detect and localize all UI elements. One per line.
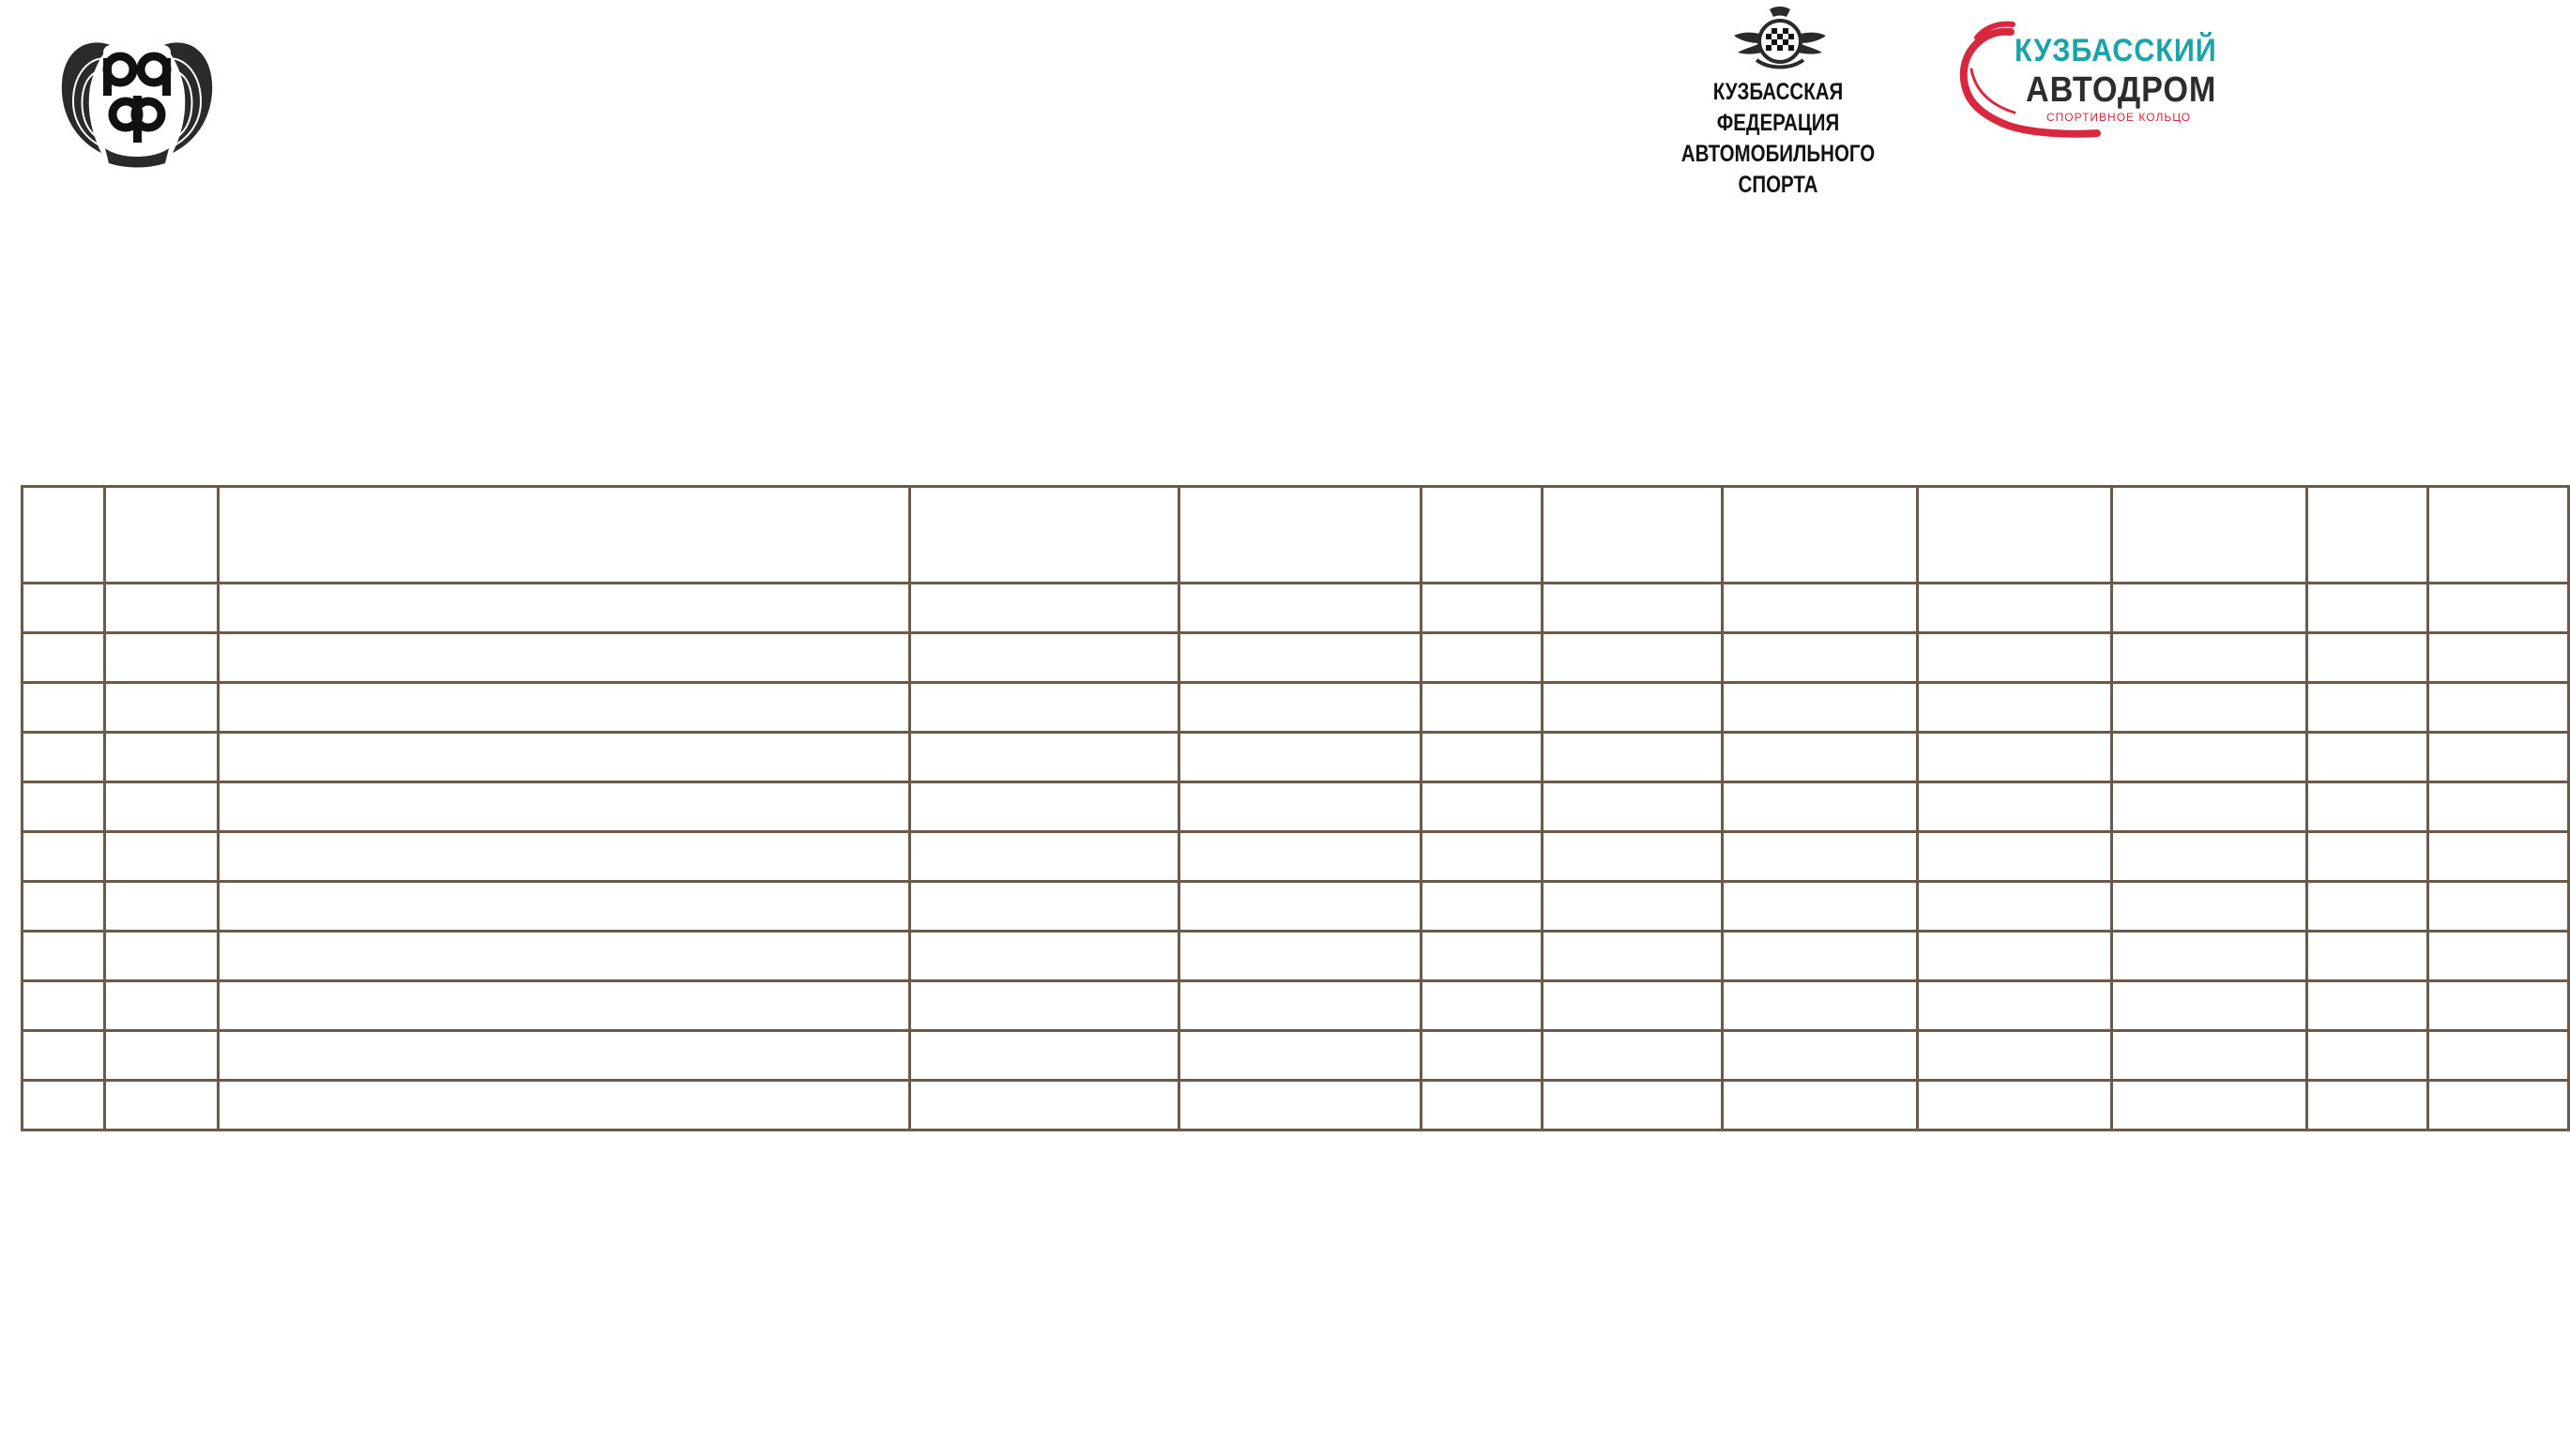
table-cell [218, 832, 909, 882]
table-cell [23, 1031, 105, 1081]
table-cell [1543, 1031, 1723, 1081]
table-cell [1543, 633, 1723, 683]
raf-emblem-icon [54, 17, 220, 169]
table-row [23, 882, 2569, 932]
table-cell [2307, 782, 2428, 832]
table-row [23, 832, 2569, 882]
table-cell [104, 832, 218, 882]
header-cell [2428, 487, 2569, 584]
table-cell [1422, 584, 1543, 633]
table-cell [104, 633, 218, 683]
table-cell [2428, 1081, 2569, 1130]
table-cell [218, 882, 909, 932]
header-cell [218, 487, 909, 584]
table-cell [2428, 633, 2569, 683]
kuzbass-autodrom-logo [1956, 21, 2217, 141]
table-cell [1722, 832, 1917, 882]
kfas-name [1674, 77, 1881, 201]
table-cell [2428, 981, 2569, 1031]
table-cell [104, 782, 218, 832]
table-cell [1179, 633, 1422, 683]
table-cell [218, 1081, 909, 1130]
header-cell [2112, 487, 2307, 584]
table-cell [909, 1031, 1179, 1081]
table-cell [1422, 882, 1543, 932]
table-cell [104, 733, 218, 782]
table-cell [909, 981, 1179, 1031]
table-cell [23, 932, 105, 981]
table-cell [2307, 1031, 2428, 1081]
table-cell [2112, 882, 2307, 932]
table-cell [1917, 733, 2112, 782]
table-cell [2307, 683, 2428, 733]
table-cell [2307, 633, 2428, 683]
table-cell [1422, 782, 1543, 832]
table-cell [104, 584, 218, 633]
table-cell [23, 981, 105, 1031]
table-cell [2112, 1081, 2307, 1130]
table-cell [909, 683, 1179, 733]
table-cell [2112, 633, 2307, 683]
table-cell [2112, 733, 2307, 782]
table-cell [1722, 782, 1917, 832]
table-cell [104, 683, 218, 733]
table-cell [1179, 733, 1422, 782]
table-cell [1917, 981, 2112, 1031]
table-cell [1179, 882, 1422, 932]
table-cell [2307, 584, 2428, 633]
table-cell [1722, 584, 1917, 633]
table-row [23, 683, 2569, 733]
table-cell [909, 932, 1179, 981]
table-cell [1917, 882, 2112, 932]
kuzbass-autodrom-line2: АВТОДРОМ [2026, 70, 2217, 110]
table-cell [1543, 584, 1723, 633]
table-cell [1422, 733, 1543, 782]
table-cell [104, 1031, 218, 1081]
table-cell [23, 882, 105, 932]
raf-logo [54, 17, 220, 169]
table-header-row [23, 487, 2569, 584]
table-cell [1543, 683, 1723, 733]
table-row [23, 584, 2569, 633]
table-cell [1543, 832, 1723, 882]
table-row [23, 1031, 2569, 1081]
table-cell [1722, 1031, 1917, 1081]
table-cell [104, 1081, 218, 1130]
table-cell [1543, 981, 1723, 1031]
header-cell [23, 487, 105, 584]
table-cell [1722, 932, 1917, 981]
table-cell [1179, 832, 1422, 882]
table-cell [909, 633, 1179, 683]
table-cell [1722, 733, 1917, 782]
table-cell [1722, 882, 1917, 932]
table-cell [1422, 981, 1543, 1031]
header-cell [1722, 487, 1917, 584]
table-cell [1422, 683, 1543, 733]
kfas-logo [1651, 4, 1905, 198]
table-cell [1722, 981, 1917, 1031]
header-cell [1543, 487, 1723, 584]
table-cell [2112, 584, 2307, 633]
header-cell [1179, 487, 1422, 584]
table-cell [1543, 733, 1723, 782]
table-cell [104, 932, 218, 981]
results-table [21, 485, 2570, 1131]
table-cell [2112, 1031, 2307, 1081]
header-cell [2307, 487, 2428, 584]
header-cell [104, 487, 218, 584]
table-cell [104, 882, 218, 932]
table-cell [1917, 932, 2112, 981]
table-row [23, 782, 2569, 832]
kfas-name-line1: КУЗБАССКАЯ ФЕДЕРАЦИЯ [1712, 79, 1844, 136]
table-cell [218, 782, 909, 832]
table-cell [1543, 932, 1723, 981]
table-cell [2428, 782, 2569, 832]
table-cell [1422, 1031, 1543, 1081]
table-cell [1179, 1031, 1422, 1081]
table-cell [23, 584, 105, 633]
table-cell [218, 1031, 909, 1081]
table-row [23, 733, 2569, 782]
table-cell [1179, 683, 1422, 733]
table-cell [909, 882, 1179, 932]
table-cell [1917, 1031, 2112, 1081]
table-cell [1917, 832, 2112, 882]
table-cell [1722, 683, 1917, 733]
table-row [23, 932, 2569, 981]
header-cell [1422, 487, 1543, 584]
table-cell [218, 584, 909, 633]
table-cell [1179, 584, 1422, 633]
kuzbass-autodrom-line1: КУЗБАССКИЙ [2015, 33, 2217, 68]
table-cell [1917, 683, 2112, 733]
table-cell [2428, 932, 2569, 981]
table-cell [2428, 733, 2569, 782]
header-cell [909, 487, 1179, 584]
table-cell [2307, 882, 2428, 932]
table-cell [2112, 932, 2307, 981]
table-cell [1179, 981, 1422, 1031]
table-cell [1543, 782, 1723, 832]
results-table-body [23, 487, 2569, 1130]
table-cell [218, 733, 909, 782]
table-cell [909, 782, 1179, 832]
table-cell [218, 633, 909, 683]
table-cell [1179, 1081, 1422, 1130]
table-cell [23, 832, 105, 882]
table-cell [1543, 882, 1723, 932]
table-cell [2428, 683, 2569, 733]
table-cell [23, 782, 105, 832]
table-cell [909, 832, 1179, 882]
table-cell [2112, 683, 2307, 733]
table-cell [104, 981, 218, 1031]
checkered-flag-wings-icon [1728, 4, 1832, 73]
table-cell [2307, 1081, 2428, 1130]
header-cell [1917, 487, 2112, 584]
table-cell [2307, 981, 2428, 1031]
table-cell [23, 683, 105, 733]
table-cell [2307, 932, 2428, 981]
table-cell [1917, 782, 2112, 832]
table-cell [2112, 981, 2307, 1031]
table-cell [2428, 584, 2569, 633]
table-row [23, 1081, 2569, 1130]
table-cell [2307, 832, 2428, 882]
table-row [23, 981, 2569, 1031]
table-cell [218, 981, 909, 1031]
table-cell [909, 584, 1179, 633]
table-cell [2428, 832, 2569, 882]
table-cell [23, 1081, 105, 1130]
table-cell [23, 633, 105, 683]
table-cell [23, 733, 105, 782]
table-cell [1422, 1081, 1543, 1130]
table-cell [2112, 782, 2307, 832]
table-cell [1179, 782, 1422, 832]
table-cell [1422, 633, 1543, 683]
table-cell [1722, 1081, 1917, 1130]
table-cell [909, 733, 1179, 782]
table-cell [1422, 932, 1543, 981]
table-cell [2428, 882, 2569, 932]
table-cell [1917, 633, 2112, 683]
table-cell [218, 683, 909, 733]
table-cell [2112, 832, 2307, 882]
kfas-name-line2: АВТОМОБИЛЬНОГО СПОРТА [1680, 141, 1876, 198]
table-cell [909, 1081, 1179, 1130]
table-cell [1422, 832, 1543, 882]
table-cell [2307, 733, 2428, 782]
kuzbass-autodrom-line3: СПОРТИВНОЕ КОЛЬЦО [2046, 111, 2192, 124]
table-cell [1179, 932, 1422, 981]
table-cell [1722, 633, 1917, 683]
table-cell [218, 932, 909, 981]
table-row [23, 633, 2569, 683]
table-cell [2428, 1031, 2569, 1081]
table-cell [1917, 1081, 2112, 1130]
table-cell [1917, 584, 2112, 633]
table-cell [1543, 1081, 1723, 1130]
